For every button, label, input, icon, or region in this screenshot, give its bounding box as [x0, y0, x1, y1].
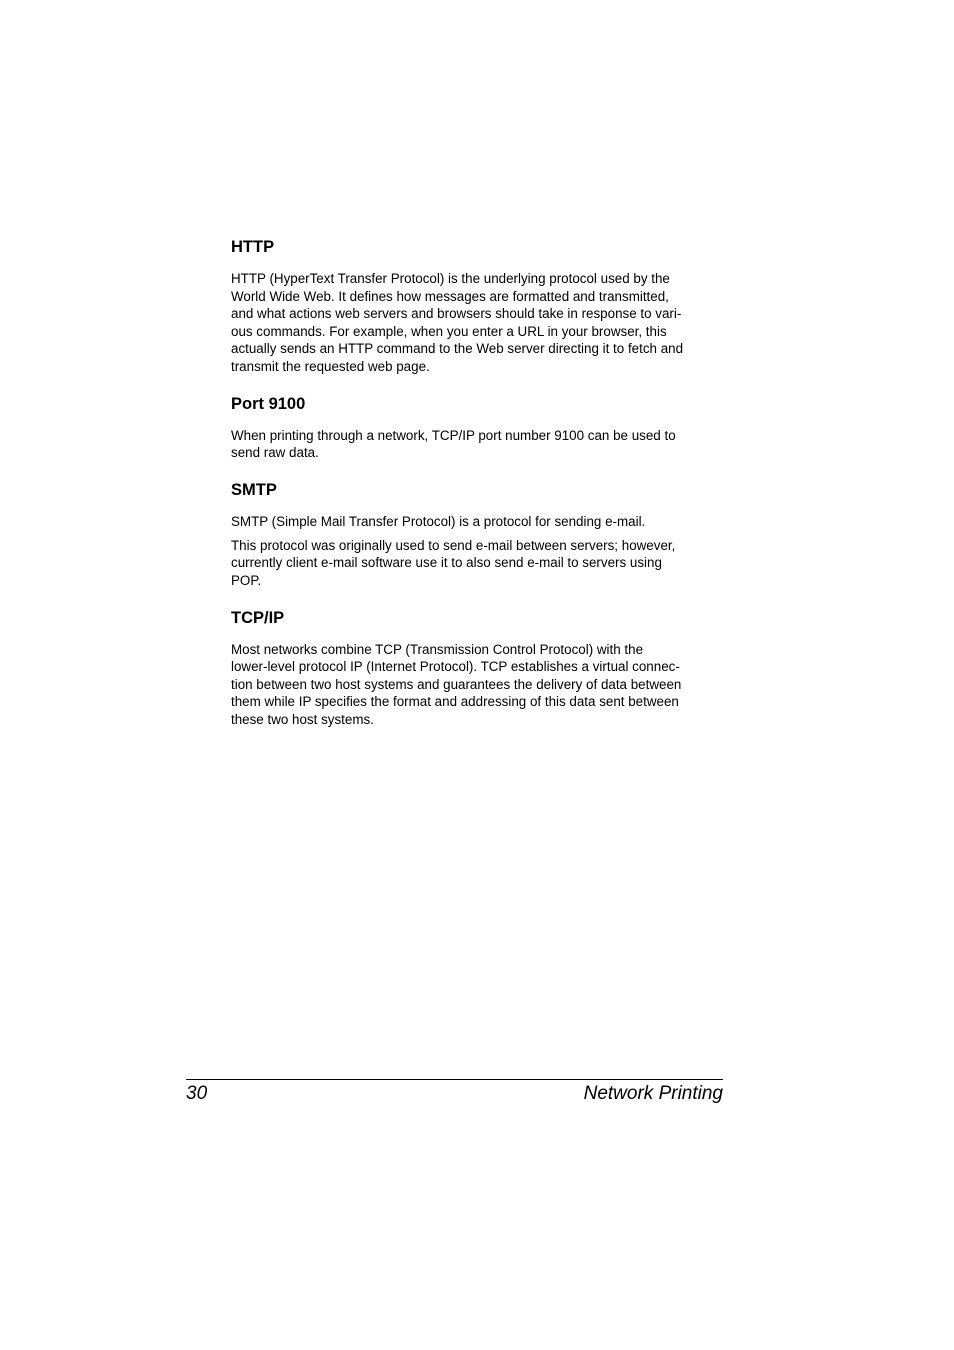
page-number: 30: [186, 1083, 208, 1104]
section-paragraph: SMTP (Simple Mail Transfer Protocol) is a protocol for sending e-mail.: [231, 513, 646, 529]
section-paragraph: When printing through a network, TCP/IP port number 9100 can be used to send raw data.: [231, 427, 676, 461]
page-footer: [186, 1079, 723, 1106]
section-paragraph: Most networks combine TCP (Transmission Control Protocol) with the lower-level protocol IP (Internet Protocol). TCP establishes a virtual connec- tion between two host systems and guarantees the delivery of data between them while IP specifies the format and addressing of this data sent between these two host systems.: [231, 641, 682, 727]
section-heading: HTTP: [231, 238, 275, 256]
section-heading: Port 9100: [231, 394, 306, 413]
section-paragraph: This protocol was originally used to send e-mail between servers; however, currently client e-mail software use it to also send e-mail to servers using POP.: [231, 537, 676, 589]
section-port-9100: [231, 393, 723, 462]
section-heading: TCP/IP: [231, 608, 285, 627]
page-content: [231, 236, 723, 729]
section-smtp: [231, 479, 723, 590]
section-paragraph: HTTP (HyperText Transfer Protocol) is the underlying protocol used by the World Wide Web. It defines how messages are formatted and transmitted, and what actions web servers and browsers should take in response to vari- ous commands. For example, when you enter a URL in your browser, this actually sends an HTTP command to the Web server directing it to fetch and transmit the requested web page.: [231, 271, 684, 374]
section-tcp-ip: [231, 607, 723, 729]
chapter-title: Network Printing: [583, 1083, 723, 1104]
section-heading: SMTP: [231, 480, 277, 499]
footer-row: [186, 1080, 723, 1106]
section-http: [231, 236, 723, 376]
